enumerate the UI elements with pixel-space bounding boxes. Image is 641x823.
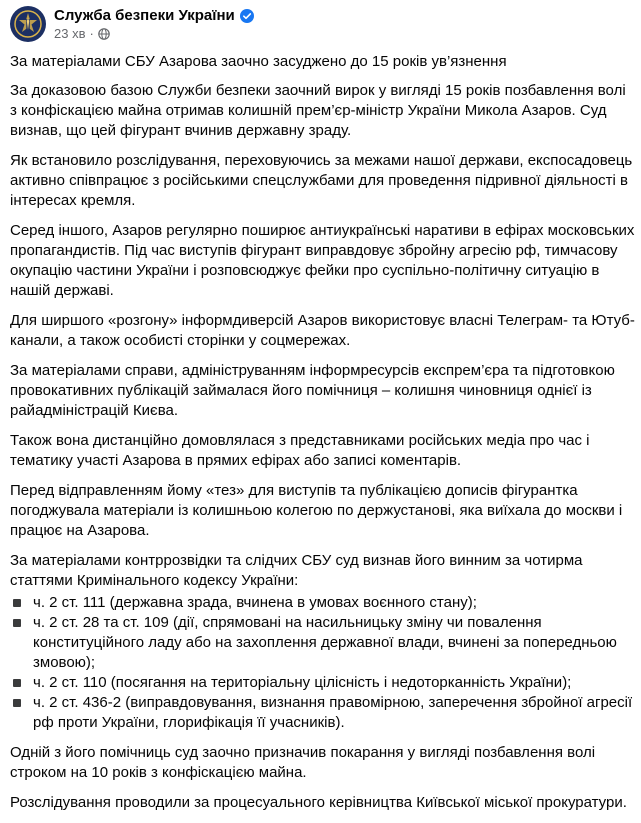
- post-paragraph: Розслідування проводили за процесуального керівництва Київської міської прокуратури.: [10, 794, 627, 811]
- post-paragraph: За доказовою базою Служби безпеки заочний вирок у вигляді 15 років позбавлення волі з конфіскацією майна отримав колишній прем’єр-міністр України Микола Азаров. Суд визнав, що цей фігурант вчинив державну зраду.: [10, 82, 626, 139]
- post-subline: [54, 26, 254, 41]
- post-meta: [54, 7, 254, 41]
- separator-dot: ·: [89, 26, 94, 41]
- post-paragraph: Перед відправленням йому «тез» для виступів та публікацією дописів фігурантка погоджувала матеріали із колишньою колегою по держустанові, яка виїхала до москви і працює на Азарова.: [10, 482, 623, 539]
- list-item: [10, 613, 635, 673]
- post-paragraph: Для ширшого «розгону» інформдиверсій Азаров використовує власні Телеграм- та Ютуб-канали, а також особисті сторінки у соцмережах.: [10, 312, 635, 349]
- square-bullet-icon: [13, 679, 21, 687]
- post-headline: За матеріалами СБУ Азарова заочно засуджено до 15 років ув’язнення: [10, 53, 507, 70]
- article-text: ч. 2 ст. 436-2 (виправдовування, визнання правомірною, заперечення збройної агресії рф проти України, глорифікація її учасників).: [33, 694, 633, 731]
- post-header: [10, 4, 254, 44]
- article-text: ч. 2 ст. 110 (посягання на територіальну цілісність і недоторканність України);: [33, 674, 572, 691]
- verified-badge-icon: [240, 9, 254, 23]
- square-bullet-icon: [13, 599, 21, 607]
- page-name[interactable]: Служба безпеки України: [54, 7, 235, 24]
- article-text: ч. 2 ст. 28 та ст. 109 (дії, спрямовані на насильницьку зміну чи повалення конституційного ладу або на захоплення державної влади, вчинені за попередньою змовою);: [33, 614, 617, 671]
- post-paragraph: Одній з його помічниць суд заочно призначив покарання у вигляді позбавлення волі строком на 10 років з конфіскацією майна.: [10, 744, 596, 781]
- globe-icon[interactable]: [98, 28, 110, 40]
- list-item: [10, 593, 635, 613]
- post-body: [10, 52, 635, 823]
- post-paragraph: Серед іншого, Азаров регулярно поширює антиукраїнські наративи в ефірах московських пропагандистів. Під час виступів фігурант виправдовує збройну агресію рф, тимчасову окупацію частини України і розповсюджує фейки про суспільно-політичну ситуацію в нашій державі.: [10, 222, 635, 299]
- page-avatar[interactable]: [10, 6, 46, 42]
- post-paragraph: За матеріалами контррозвідки та слідчих СБУ суд визнав його винним за чотирма статтями Кримінального кодексу України:: [10, 552, 583, 589]
- post-paragraph: За матеріалами справи, адмініструванням інформресурсів експрем’єра та підготовкою провокативних публікацій займалася його помічниця – колишня чиновниця однієї із райадміністрацій Києва.: [10, 362, 615, 419]
- article-text: ч. 2 ст. 111 (державна зрада, вчинена в умовах воєнного стану);: [33, 594, 477, 611]
- square-bullet-icon: [13, 619, 21, 627]
- post-paragraph: Як встановило розслідування, переховуючись за межами нашої держави, експосадовець активно співпрацює з російськими спецслужбами для проведення підривної діяльності в інтересах кремля.: [10, 152, 633, 209]
- list-item: [10, 673, 635, 693]
- list-item: [10, 693, 635, 733]
- post-paragraph: Також вона дистанційно домовлялася з представниками російських медіа про час і тематику участі Азарова в прямих ефірах або записі коментарів.: [10, 432, 590, 469]
- square-bullet-icon: [13, 699, 21, 707]
- page-name-row: [54, 7, 254, 24]
- articles-list: [10, 593, 635, 733]
- sbu-emblem-icon: [13, 9, 43, 39]
- post-timestamp[interactable]: 23 хв: [54, 26, 86, 41]
